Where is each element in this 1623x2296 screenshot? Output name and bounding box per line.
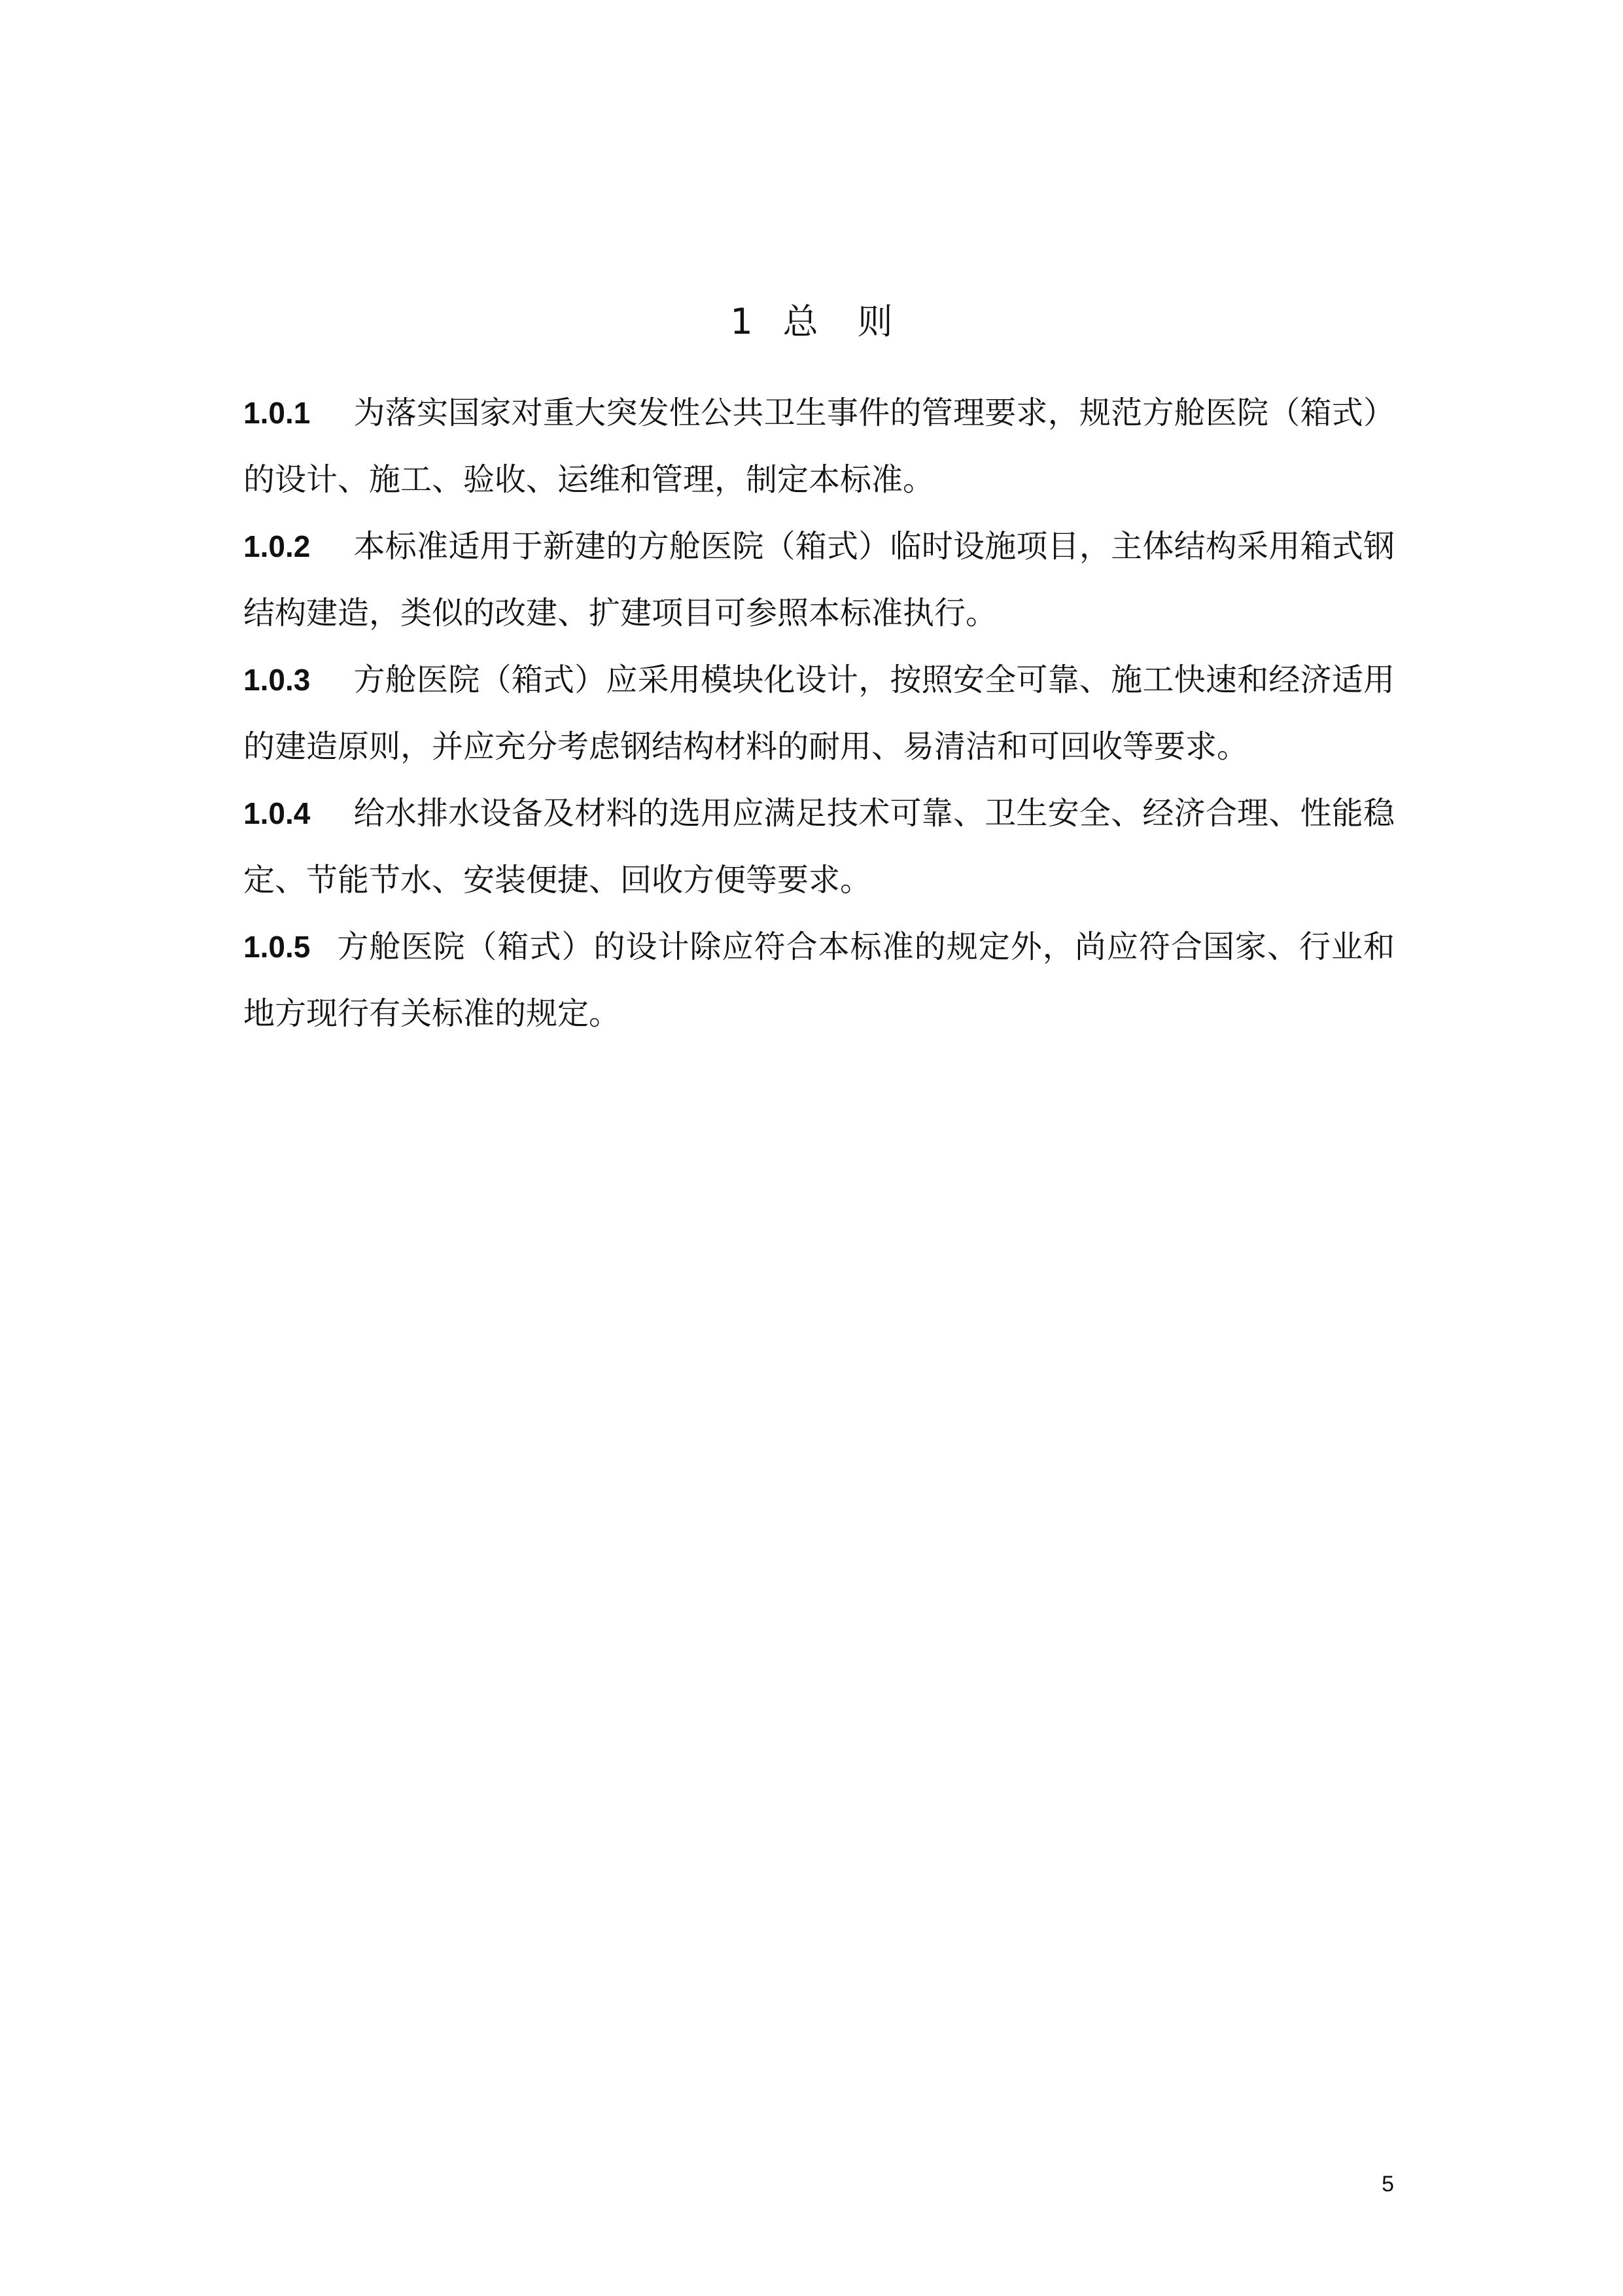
clause-number: 1.0.5 bbox=[243, 930, 311, 964]
chapter-title-char-1: 总 bbox=[782, 301, 818, 342]
chapter-title bbox=[0, 296, 1623, 348]
clause-number: 1.0.4 bbox=[243, 796, 311, 830]
chapter-title-char-2: 则 bbox=[857, 301, 893, 342]
clause-1-0-4 bbox=[243, 780, 1395, 913]
clause-1-0-2 bbox=[243, 513, 1395, 646]
clause-text: 方舱医院（箱式）应采用模块化设计，按照安全可靠、施工快速和经济适用的建造原则，并应充分考虑钢结构材料的耐用、易清洁和可回收等要求。 bbox=[243, 662, 1395, 765]
clause-list bbox=[243, 380, 1395, 1047]
clause-text: 给水排水设备及材料的选用应满足技术可靠、卫生安全、经济合理、性能稳定、节能节水、安装便捷、回收方便等要求。 bbox=[243, 795, 1395, 898]
clause-number: 1.0.3 bbox=[243, 663, 311, 697]
clause-1-0-5 bbox=[243, 913, 1395, 1047]
chapter-number: 1 bbox=[730, 301, 753, 342]
clause-1-0-1 bbox=[243, 380, 1395, 513]
clause-number: 1.0.1 bbox=[243, 396, 311, 430]
clause-number: 1.0.2 bbox=[243, 529, 311, 563]
clause-text: 本标准适用于新建的方舱医院（箱式）临时设施项目，主体结构采用箱式钢结构建造，类似的改建、扩建项目可参照本标准执行。 bbox=[243, 528, 1395, 631]
clause-text: 方舱医院（箱式）的设计除应符合本标准的规定外，尚应符合国家、行业和地方现行有关标准的规定。 bbox=[243, 928, 1395, 1032]
clause-1-0-3 bbox=[243, 646, 1395, 780]
clause-text: 为落实国家对重大突发性公共卫生事件的管理要求，规范方舱医院（箱式）的设计、施工、验收、运维和管理，制定本标准。 bbox=[243, 395, 1395, 498]
page-number: 5 bbox=[1382, 2172, 1394, 2197]
